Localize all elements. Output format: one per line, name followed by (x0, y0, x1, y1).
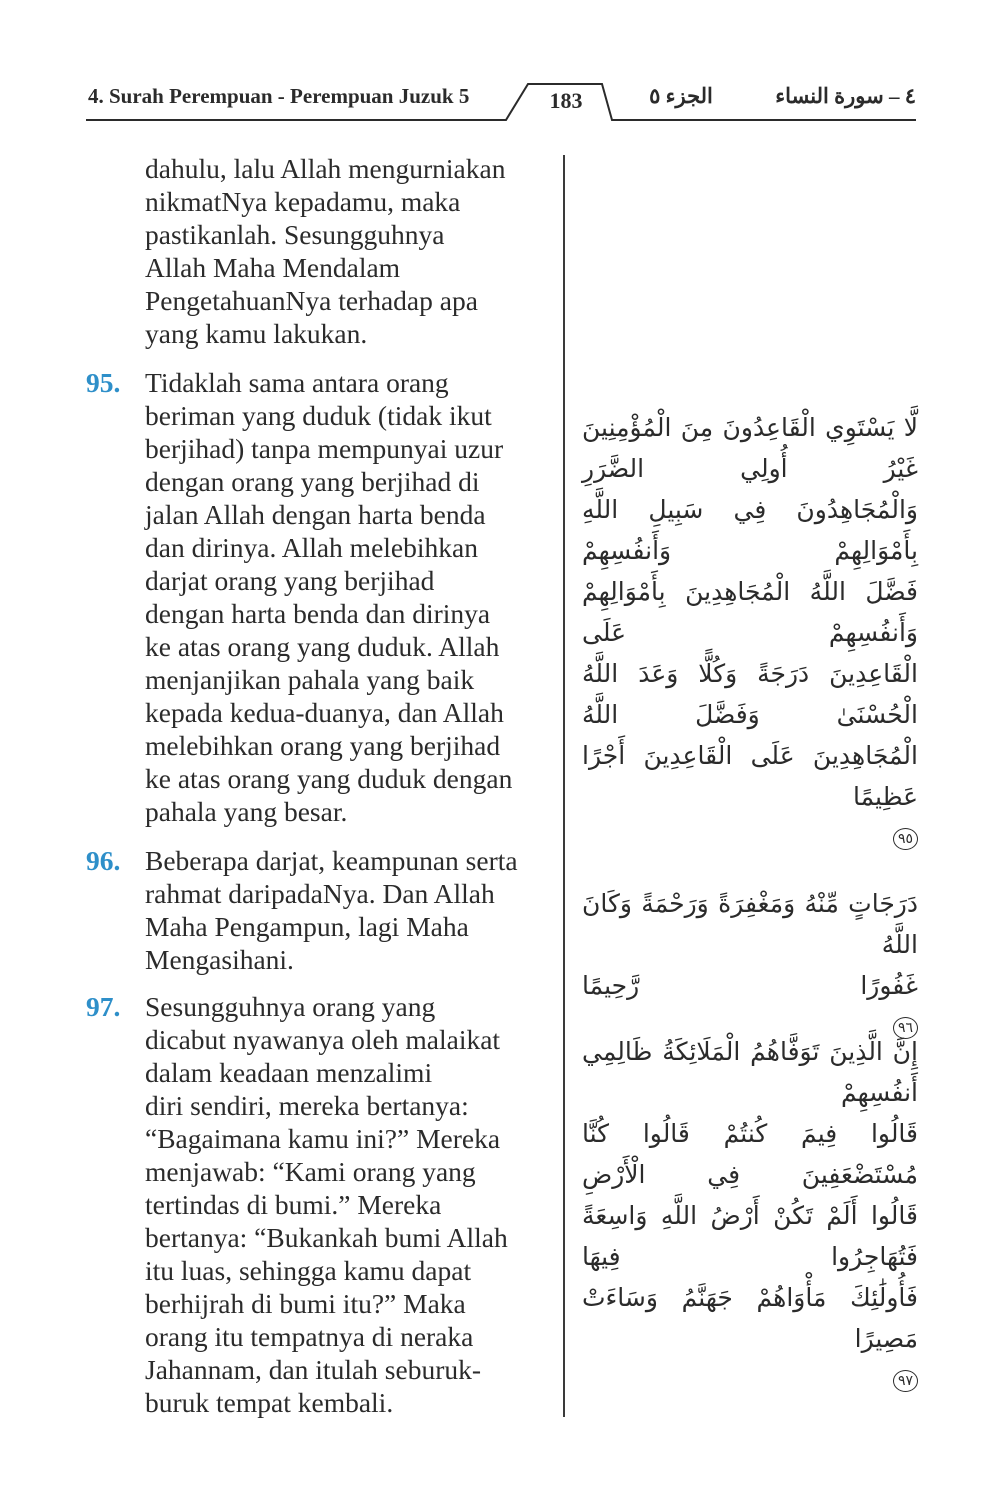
verse-arabic-97 (582, 990, 918, 1400)
verse-end-marker-96: ٩٦ (893, 1017, 918, 1039)
juz-label-arabic: الجزء ٥ (649, 84, 713, 108)
verse-arabic-text-97: إِنَّ الَّذِينَ تَوَفَّاهُمُ الْمَلَائِكَةُ ظَالِمِي أَنفُسِهِمْ قَالُوا فِيمَ كُنتُمْ قَالُوا كُنَّا مُسْتَضْعَفِينَ فِي الْأَرْضِ قَالُوا أَلَمْ تَكُنْ أَرْضُ اللَّهِ وَاسِعَةً فَتُهَاجِرُوا فِيهَا فَأُولَٰئِكَ مَأْوَاهُمْ جَهَنَّمُ وَسَاءَتْ مَصِيرًا (582, 1037, 918, 1353)
verse-end-marker-97: ٩٧ (893, 1370, 918, 1392)
verse-translation-96: Beberapa darjat, keampunan serta rahmat daripadaNya. Dan Allah Maha Pengampun, lagi Maha Mengasihani. (145, 845, 518, 975)
verse-translation-97: Sesungguhnya orang yang dicabut nyawanya oleh malaikat dalam keadaan menzalimi diri sendiri, mereka bertanya: “Bagaimana kamu ini?” Mereka menjawab: “Kami orang yang tertindas di bumi.” Mereka bertanya: “Bukankah bumi Allah itu luas, sehingga kamu dapat berhijrah di bumi itu?” Maka orang itu tempatnya di neraka Jahannam, dan itulah seburuk- buruk tempat kembali. (145, 991, 508, 1418)
verse-arabic-text-95: لَّا يَسْتَوِي الْقَاعِدُونَ مِنَ الْمُؤْمِنِينَ غَيْرُ أُولِي الضَّرَرِ وَالْمُجَاهِدُونَ فِي سَبِيلِ اللَّهِ بِأَمْوَالِهِمْ وَأَنفُسِهِمْ فَضَّلَ اللَّهُ الْمُجَاهِدِينَ بِأَمْوَالِهِمْ وَأَنفُسِهِمْ عَلَى الْقَاعِدِينَ دَرَجَةً وَكُلًّا وَعَدَ اللَّهُ الْحُسْنَىٰ وَفَضَّلَ اللَّهُ الْمُجَاهِدِينَ عَلَى الْقَاعِدِينَ أَجْرًا عَظِيمًا (582, 413, 918, 811)
verse-arabic-text-96: دَرَجَاتٍ مِّنْهُ وَمَغْفِرَةً وَرَحْمَةً وَكَانَ اللَّهُ غَفُورًا رَّحِيمًا (582, 889, 918, 1000)
intro-translation: dahulu, lalu Allah mengurniakan nikmatNya kepadamu, maka pastikanlah. Sesungguhnya Allah Maha Mendalam PengetahuanNya terhadap apa yang kamu lakukan. (145, 153, 506, 349)
header-rule (0, 0, 1000, 140)
verse-translation-95: Tidaklah sama antara orang beriman yang duduk (tidak ikut berjihad) tanpa mempunyai uzur dengan orang yang berjihad di jalan Allah dengan harta benda dan dirinya. Allah melebihkan darjat orang yang berjihad dengan harta benda dan dirinya ke atas orang yang duduk. Allah menjanjikan pahala yang baik kepada kedua-duanya, dan Allah melebihkan orang yang berjihad ke atas orang yang duduk dengan pahala yang besar. (145, 367, 513, 827)
verse-number-95: 95. (86, 367, 121, 398)
header-title: 4. Surah Perempuan - Perempuan Juzuk 5 (88, 84, 470, 108)
verse-number-96: 96. (86, 845, 121, 876)
column-divider (563, 155, 565, 1417)
surah-label-arabic: ٤ – سورة النساء (775, 84, 916, 108)
verse-end-marker-95: ٩٥ (893, 828, 918, 850)
page-number: 183 (549, 88, 583, 113)
verse-arabic-95 (582, 366, 918, 858)
verse-number-97: 97. (86, 991, 121, 1022)
